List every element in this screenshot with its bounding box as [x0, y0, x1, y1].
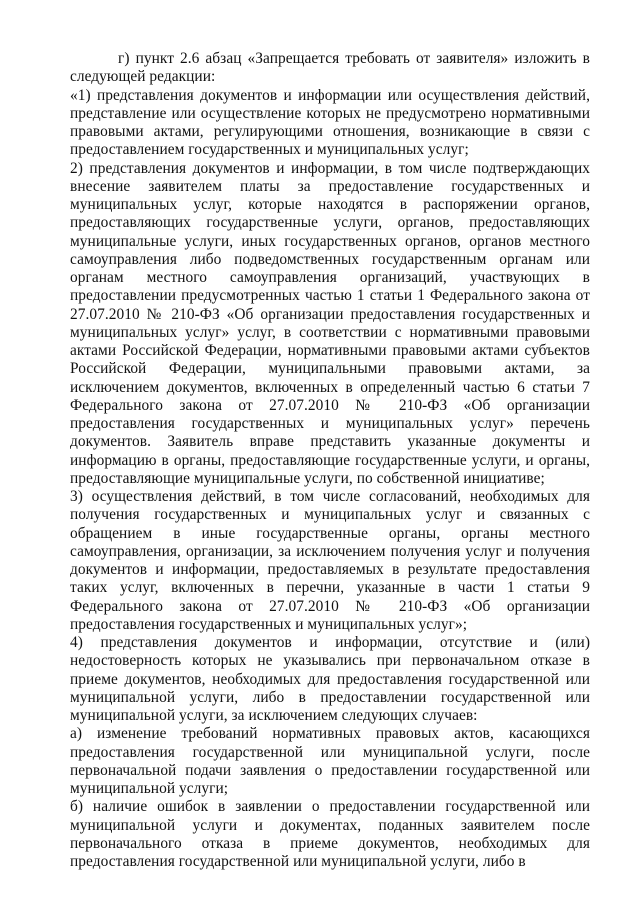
paragraph-item-4a: а) изменение требований нормативных правовых актов, касающихся предоставления государственной или муниципальной услуги, после первоначальной подачи заявления о предоставлении государственной или муниципальной услуги;	[70, 725, 590, 797]
paragraph-item-4: 4) представления документов и информации, отсутствие и (или) недостоверность которых не указывались при первоначальном отказе в приеме документов, необходимых для предоставления государственной или муниципальной услуги, либо в предоставлении государственной или муниципальной услуги, за исключением следующих случаев:	[70, 634, 590, 724]
paragraph-intro: г) пункт 2.6 абзац «Запрещается требовать от заявителя» изложить в следующей редакции:	[70, 50, 590, 86]
paragraph-item-3: 3) осуществления действий, в том числе согласований, необходимых для получения государственных и муниципальных услуг и связанных с обращением в иные государственные органы, органы местного самоуправления, организации, за исключением получения услуг и получения документов и информации, предоставляемых в результате предоставления таких услуг, включенных в перечни, указанные в части 1 статьи 9 Федерального закона от 27.07.2010 № 210-ФЗ «Об организации предоставления государственных и муниципальных услуг»;	[70, 488, 590, 633]
paragraph-item-1: «1) представления документов и информации или осуществления действий, представление или осуществление которых не предусмотрено нормативными правовыми актами, регулирующими отношения, возникающие в связи с предоставлением государственных и муниципальных услуг;	[70, 86, 590, 159]
document-body	[70, 50, 590, 871]
paragraph-item-2: 2) представления документов и информации, в том числе подтверждающих внесение заявителем платы за предоставление государственных и муниципальных услуг, которые находятся в распоряжении органов, предоставляющих государственные услуги, органов, предоставляющих муниципальные услуги, иных государственных органов, органов местного самоуправления либо подведомственных государственным органам или органам местного самоуправления организаций, участвующих в предоставлении предусмотренных частью 1 статьи 1 Федерального закона от 27.07.2010 № 210-ФЗ «Об организации предоставления государственных и муниципальных услуг» услуг, в соответствии с нормативными правовыми актами Российской Федерации, нормативными правовыми актами субъектов Российской Федерации, муниципальными правовыми актами, за исключением документов, включенных в определенный частью 6 статьи 7 Федерального закона от 27.07.2010 № 210-ФЗ «Об организации предоставления государственных и муниципальных услуг» перечень документов. Заявитель вправе представить указанные документы и информацию в органы, предоставляющие государственные услуги, и органы, предоставляющие муниципальные услуги, по собственной инициативе;	[70, 159, 590, 487]
paragraph-item-4b: б) наличие ошибок в заявлении о предоставлении государственной или муниципальной услуги и документах, поданных заявителем после первоначального отказа в приеме документов, необходимых для предоставления государственной или муниципальной услуги, либо в	[70, 798, 590, 870]
